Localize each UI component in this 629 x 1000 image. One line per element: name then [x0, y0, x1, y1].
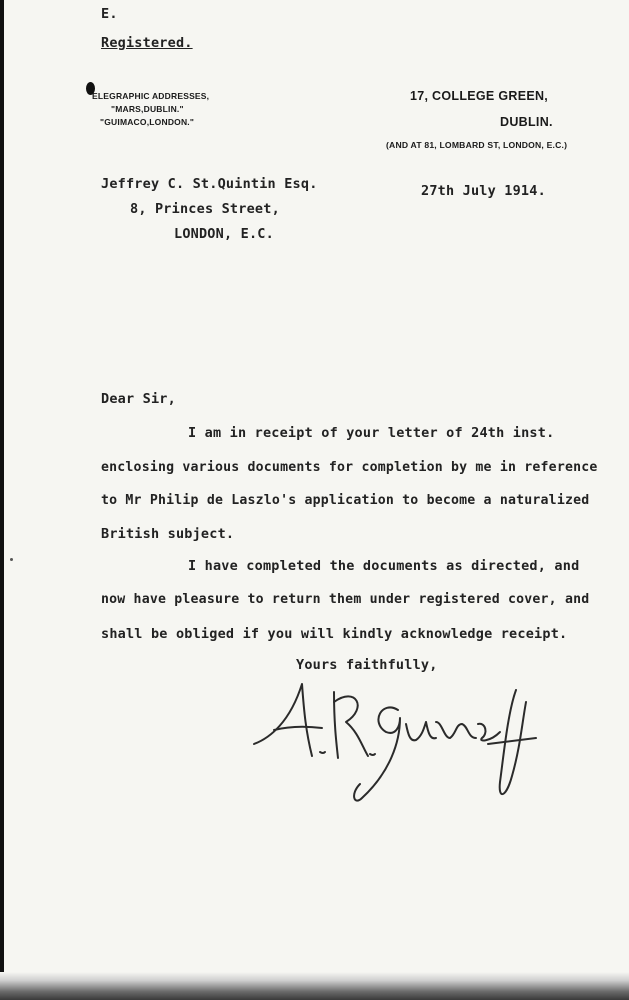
body-paragraph-1-line-1: I am in receipt of your letter of 24th inst. — [188, 425, 555, 441]
letterhead-address-london-branch: (AND AT 81, LOMBARD ST, LONDON, E.C.) — [386, 140, 568, 150]
telegraphic-address-dublin: "MARS,DUBLIN." — [111, 104, 184, 114]
letter-date: 27th July 1914. — [421, 183, 546, 199]
letterhead-address-city: DUBLIN. — [500, 115, 553, 129]
recipient-street: 8, Princes Street, — [130, 201, 280, 217]
body-paragraph-2-line-3: shall be obliged if you will kindly acknowledge receipt. — [101, 626, 568, 642]
recipient-name: Jeffrey C. St.Quintin Esq. — [101, 176, 318, 192]
scan-edge-bottom — [0, 972, 629, 1000]
registered-mark: Registered. — [101, 35, 193, 51]
scan-speck — [10, 558, 13, 561]
body-paragraph-1-line-3: to Mr Philip de Laszlo's application to become a naturalized — [101, 493, 590, 508]
salutation: Dear Sir, — [101, 391, 176, 407]
body-paragraph-2-line-1: I have completed the documents as directed, and — [188, 558, 580, 574]
body-paragraph-2-line-2: now have pleasure to return them under registered cover, and — [101, 592, 590, 607]
handwritten-signature-icon — [250, 672, 540, 812]
closing: Yours faithfully, — [296, 657, 438, 673]
body-paragraph-1-line-4: British subject. — [101, 526, 235, 542]
recipient-city: LONDON, E.C. — [174, 226, 274, 242]
file-mark: E. — [101, 6, 118, 22]
telegraphic-label: ELEGRAPHIC ADDRESSES, — [92, 91, 210, 101]
scan-edge-left — [0, 0, 4, 1000]
telegraphic-address-london: "GUIMACO,LONDON." — [100, 117, 195, 127]
letterhead-address-street: 17, COLLEGE GREEN, — [410, 89, 549, 103]
body-paragraph-1-line-2: enclosing various documents for completion by me in reference — [101, 460, 598, 475]
